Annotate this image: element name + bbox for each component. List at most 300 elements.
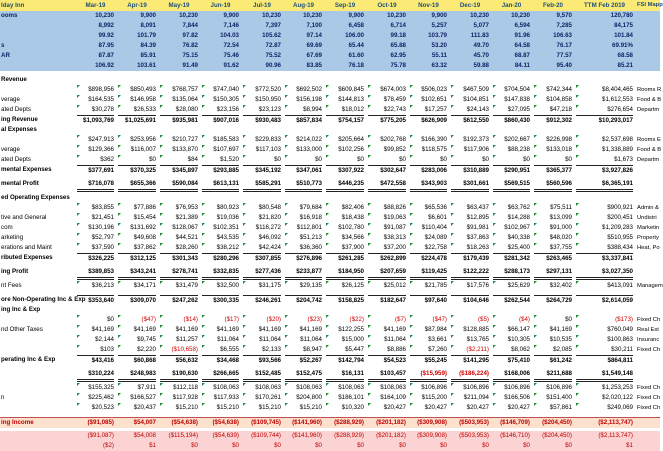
value-cell[interactable]: 103.61 [137, 62, 156, 69]
value-cell[interactable]: $11,064 [217, 336, 239, 343]
value-cell[interactable]: ($309,908) [417, 432, 447, 439]
value-cell[interactable]: $16,131 [326, 369, 364, 382]
value-cell[interactable]: $0 [565, 156, 572, 163]
value-cell[interactable]: 99.92 [98, 32, 114, 39]
value-cell[interactable]: $0 [274, 156, 281, 163]
value-cell[interactable]: 91.62 [223, 62, 239, 69]
value-cell[interactable]: $343,903 [410, 179, 447, 192]
value-cell[interactable]: $864,811 [576, 355, 633, 366]
value-cell[interactable]: $301,661 [451, 179, 489, 192]
value-cell[interactable]: $116,272 [255, 224, 281, 231]
value-cell[interactable]: $91,000 [549, 224, 572, 231]
value-cell[interactable]: $75,511 [550, 204, 572, 211]
value-cell[interactable]: $229,833 [255, 136, 281, 143]
value-cell[interactable]: 9,900 [223, 12, 239, 19]
value-cell[interactable]: 10,230 [470, 12, 489, 19]
row-label[interactable]: ed Operating Expenses [1, 194, 70, 201]
fsi-mapping-label[interactable]: Fixed Ch [637, 395, 661, 401]
value-cell[interactable]: $0 [315, 442, 322, 449]
value-cell[interactable]: $51,213 [299, 234, 322, 241]
value-cell[interactable]: $15,210 [299, 404, 322, 411]
value-cell[interactable]: $17,257 [424, 106, 447, 113]
value-cell[interactable]: $249,069 [607, 404, 633, 411]
fsi-mapping-label[interactable]: Departm [637, 157, 660, 163]
value-cell[interactable]: $262,544 [493, 295, 530, 306]
value-cell[interactable]: $312,125 [118, 253, 156, 264]
value-cell[interactable]: $0 [482, 156, 489, 163]
value-cell[interactable]: $11,257 [176, 336, 198, 343]
value-cell[interactable]: ($146,709) [500, 419, 530, 426]
column-header[interactable]: Mar-19 [85, 2, 106, 9]
value-cell[interactable]: $128,067 [172, 224, 198, 231]
value-cell[interactable]: $108,063 [338, 384, 364, 391]
value-cell[interactable]: $204,800 [296, 394, 322, 401]
value-cell[interactable]: $10,320 [341, 404, 364, 411]
row-label[interactable] [0, 383, 78, 393]
value-cell[interactable]: $131,692 [130, 224, 156, 231]
value-cell[interactable]: $97,640 [410, 295, 447, 306]
value-cell[interactable]: 91.49 [182, 62, 198, 69]
value-cell[interactable]: ($204,450) [542, 432, 572, 439]
value-cell[interactable]: 6,714 [390, 22, 406, 29]
value-cell[interactable]: $142,794 [326, 355, 364, 366]
value-cell[interactable]: $47,218 [549, 106, 572, 113]
value-cell[interactable]: ($141,960) [292, 432, 322, 439]
value-cell[interactable]: $15,454 [133, 214, 156, 221]
value-cell[interactable]: $84 [187, 156, 198, 163]
value-cell[interactable]: $472,558 [368, 179, 406, 192]
value-cell[interactable]: 103.79 [428, 32, 447, 39]
value-cell[interactable]: $370,325 [118, 165, 156, 176]
value-cell[interactable]: $56,632 [160, 355, 198, 366]
value-cell[interactable]: $290,951 [493, 165, 530, 176]
value-cell[interactable]: $716,078 [77, 179, 114, 192]
value-cell[interactable]: ($20) [266, 316, 281, 323]
value-cell[interactable]: $307,855 [243, 253, 281, 264]
value-cell[interactable]: 87.87 [98, 52, 114, 59]
value-cell[interactable]: $18,438 [341, 214, 364, 221]
value-cell[interactable]: $10,305 [507, 336, 530, 343]
value-cell[interactable]: $1,093,769 [77, 115, 114, 126]
value-cell[interactable]: $100,863 [607, 336, 633, 343]
value-cell[interactable]: $2,144 [95, 336, 114, 343]
value-cell[interactable]: $278,741 [160, 267, 198, 280]
value-cell[interactable]: $261,285 [326, 253, 364, 264]
row-label[interactable]: ing Profit [1, 268, 29, 275]
value-cell[interactable]: $91,087 [383, 224, 406, 231]
value-cell[interactable]: $2,614,059 [576, 295, 633, 306]
value-cell[interactable]: ($22) [349, 316, 364, 323]
value-cell[interactable]: 106.00 [345, 32, 364, 39]
row-label[interactable] [0, 403, 78, 413]
value-cell[interactable]: $17,576 [466, 282, 489, 289]
value-cell[interactable]: $1 [149, 442, 156, 449]
value-cell[interactable]: $569,515 [493, 179, 530, 192]
fsi-mapping-label[interactable]: Undistri [637, 215, 657, 221]
value-cell[interactable]: 85.21 [617, 62, 633, 69]
value-cell[interactable]: $768,757 [172, 86, 198, 93]
value-cell[interactable]: $326,225 [77, 253, 114, 264]
value-cell[interactable]: $2,020,122 [602, 394, 633, 401]
value-cell[interactable]: $247,262 [160, 295, 198, 306]
value-cell[interactable]: $0 [565, 442, 572, 449]
fsi-mapping-label[interactable]: Departm [637, 107, 660, 113]
value-cell[interactable]: $860,430 [493, 115, 530, 126]
row-label[interactable] [0, 21, 78, 31]
value-cell[interactable]: $280,296 [202, 253, 239, 264]
value-cell[interactable]: 76.82 [182, 42, 198, 49]
value-cell[interactable]: 76.17 [556, 42, 572, 49]
row-label[interactable]: erations and Maint [1, 244, 52, 251]
value-cell[interactable]: $2,133 [262, 346, 281, 353]
value-cell[interactable]: $185,583 [213, 136, 239, 143]
value-cell[interactable]: $246,261 [243, 295, 281, 306]
column-header[interactable]: May-19 [168, 2, 190, 9]
value-cell[interactable]: 87.95 [98, 42, 114, 49]
value-cell[interactable]: $202,768 [380, 136, 406, 143]
value-cell[interactable]: $117,103 [255, 146, 281, 153]
value-cell[interactable]: $283,006 [410, 165, 447, 176]
value-cell[interactable]: $31,175 [258, 282, 281, 289]
value-cell[interactable]: ($204,450) [542, 419, 572, 426]
value-cell[interactable]: $202,667 [504, 136, 530, 143]
value-cell[interactable]: $57,861 [549, 404, 572, 411]
value-cell[interactable]: 72.87 [265, 42, 281, 49]
value-cell[interactable]: 106.92 [95, 62, 114, 69]
value-cell[interactable]: $26,533 [133, 106, 156, 113]
value-cell[interactable]: 69.69 [306, 42, 322, 49]
row-label[interactable]: s [1, 42, 5, 49]
value-cell[interactable]: $389,853 [77, 267, 114, 280]
value-cell[interactable]: 75.78 [390, 62, 406, 69]
value-cell[interactable]: ($2) [102, 442, 114, 449]
value-cell[interactable]: ($4) [518, 316, 530, 323]
value-cell[interactable]: $1,338,889 [602, 146, 633, 153]
value-cell[interactable]: $310,224 [77, 369, 114, 382]
value-cell[interactable]: $46,092 [258, 234, 281, 241]
value-cell[interactable]: 5,077 [473, 22, 489, 29]
value-cell[interactable]: $49,608 [133, 234, 156, 241]
value-cell[interactable]: 105.62 [262, 32, 281, 39]
value-cell[interactable]: $184,950 [326, 267, 364, 280]
value-cell[interactable]: $293,885 [202, 165, 239, 176]
column-header[interactable]: Jan-20 [501, 2, 522, 9]
value-cell[interactable]: ($10,658) [171, 346, 198, 353]
value-cell[interactable]: 67.69 [306, 52, 322, 59]
value-cell[interactable]: $15,210 [258, 404, 281, 411]
value-cell[interactable]: $253,956 [130, 136, 156, 143]
value-cell[interactable]: $48,020 [549, 234, 572, 241]
value-cell[interactable]: $11,064 [300, 336, 322, 343]
value-cell[interactable]: $21,785 [424, 282, 447, 289]
value-cell[interactable]: $91,981 [466, 224, 489, 231]
value-cell[interactable]: $102,256 [338, 146, 364, 153]
value-cell[interactable]: $66,147 [507, 326, 530, 333]
value-cell[interactable]: $30,278 [91, 106, 114, 113]
value-cell[interactable]: 7,844 [182, 22, 198, 29]
value-cell[interactable]: $5,447 [345, 346, 364, 353]
row-label[interactable] [0, 441, 78, 451]
value-cell[interactable]: $224,478 [410, 253, 447, 264]
value-cell[interactable]: ($173) [615, 316, 633, 323]
value-cell[interactable]: $2,220 [137, 346, 156, 353]
row-label[interactable]: ated Depts [1, 156, 31, 163]
value-cell[interactable]: 68.58 [617, 52, 633, 59]
value-cell[interactable]: ($2,113,747) [598, 432, 633, 439]
value-cell[interactable]: ($15,959) [410, 369, 447, 382]
value-cell[interactable]: $52,267 [285, 355, 322, 366]
value-cell[interactable]: $19,036 [216, 214, 239, 221]
value-cell[interactable]: $388,434 [607, 244, 633, 251]
value-cell[interactable]: $110,404 [421, 224, 447, 231]
value-cell[interactable]: 10,230 [262, 12, 281, 19]
value-cell[interactable]: $63,762 [507, 204, 530, 211]
value-cell[interactable]: $277,436 [243, 267, 281, 280]
value-cell[interactable]: ($109,744) [251, 432, 281, 439]
value-cell[interactable]: $63,437 [466, 204, 489, 211]
value-cell[interactable]: $37,200 [383, 244, 406, 251]
value-cell[interactable]: $43,416 [77, 355, 114, 366]
value-cell[interactable]: $80,923 [216, 204, 239, 211]
value-cell[interactable]: $99,852 [383, 146, 406, 153]
value-cell[interactable]: $117,933 [213, 394, 239, 401]
value-cell[interactable]: 59.88 [473, 62, 489, 69]
value-cell[interactable]: 10,230 [179, 12, 198, 19]
row-label[interactable] [0, 203, 78, 213]
row-label[interactable]: arketing [1, 234, 24, 241]
column-header[interactable]: TTM Feb 2019 [584, 2, 625, 9]
value-cell[interactable]: $179,439 [451, 253, 489, 264]
value-cell[interactable]: $192,373 [463, 136, 489, 143]
value-cell[interactable]: $276,896 [285, 253, 322, 264]
value-cell[interactable]: $0 [191, 442, 198, 449]
value-cell[interactable]: $3,927,826 [576, 165, 633, 176]
value-cell[interactable]: ($54,638) [212, 419, 239, 426]
value-cell[interactable]: $151,400 [546, 394, 572, 401]
value-cell[interactable]: 7,146 [223, 22, 239, 29]
value-cell[interactable]: $912,302 [534, 115, 572, 126]
value-cell[interactable]: $146,958 [130, 96, 156, 103]
value-cell[interactable]: $37,590 [91, 244, 114, 251]
value-cell[interactable]: $1,612,553 [602, 96, 633, 103]
value-cell[interactable]: $15,210 [175, 404, 198, 411]
value-cell[interactable]: $128,885 [463, 326, 489, 333]
value-cell[interactable]: $347,061 [285, 165, 322, 176]
value-cell[interactable]: $76,953 [175, 204, 198, 211]
value-cell[interactable]: $14,288 [507, 214, 530, 221]
value-cell[interactable]: $54,007 [133, 419, 156, 426]
value-cell[interactable]: $754,157 [326, 115, 364, 126]
value-cell[interactable]: $41,169 [133, 326, 156, 333]
value-cell[interactable]: $186,101 [338, 394, 364, 401]
value-cell[interactable]: $8,947 [303, 346, 322, 353]
value-cell[interactable]: $108,063 [380, 384, 406, 391]
value-cell[interactable]: $20,523 [91, 404, 114, 411]
value-cell[interactable]: $309,070 [118, 295, 156, 306]
value-cell[interactable]: ($2,113,747) [598, 419, 633, 426]
value-cell[interactable]: $79,684 [299, 204, 322, 211]
value-cell[interactable]: $42,424 [258, 244, 281, 251]
row-label[interactable]: verage [1, 146, 20, 153]
value-cell[interactable]: $106,896 [546, 384, 572, 391]
value-cell[interactable]: 111.83 [470, 32, 489, 39]
value-cell[interactable]: $107,697 [213, 146, 239, 153]
row-label[interactable]: ributed Expenses [1, 254, 53, 261]
value-cell[interactable]: ($54,639) [212, 432, 239, 439]
value-cell[interactable]: $135,064 [172, 96, 198, 103]
value-cell[interactable]: $166,527 [130, 394, 156, 401]
row-label[interactable]: n [1, 394, 5, 401]
value-cell[interactable]: $10,293,017 [576, 115, 633, 126]
row-label[interactable]: al Expenses [1, 126, 37, 133]
value-cell[interactable]: ($5) [477, 316, 489, 323]
value-cell[interactable]: $80,548 [258, 204, 281, 211]
value-cell[interactable]: 99.18 [390, 32, 406, 39]
value-cell[interactable]: $467,509 [463, 86, 489, 93]
value-cell[interactable]: $152,485 [243, 369, 281, 382]
value-cell[interactable]: 104.03 [220, 32, 239, 39]
row-label[interactable] [0, 85, 78, 95]
value-cell[interactable]: $21,451 [91, 214, 114, 221]
value-cell[interactable]: $935,981 [160, 115, 198, 126]
value-cell[interactable]: $15,210 [216, 404, 239, 411]
value-cell[interactable]: $307,922 [326, 165, 364, 176]
value-cell[interactable]: ($54,638) [171, 419, 198, 426]
value-cell[interactable]: $40,338 [507, 234, 530, 241]
value-cell[interactable]: ($141,960) [292, 419, 322, 426]
value-cell[interactable]: $332,835 [202, 267, 239, 280]
value-cell[interactable]: $36,360 [299, 244, 322, 251]
value-cell[interactable]: $760,049 [607, 326, 633, 333]
value-cell[interactable]: $204,742 [285, 295, 322, 306]
value-cell[interactable]: $112,801 [296, 224, 322, 231]
value-cell[interactable]: $704,504 [504, 86, 530, 93]
fsi-mapping-label[interactable]: Managem [637, 283, 663, 289]
value-cell[interactable]: $7,260 [428, 346, 447, 353]
value-cell[interactable]: $353,640 [77, 295, 114, 306]
value-cell[interactable]: $82,406 [341, 204, 364, 211]
fsi-mapping-label[interactable]: Marketin [637, 225, 660, 231]
value-cell[interactable]: 77.57 [556, 52, 572, 59]
row-label[interactable] [0, 431, 78, 441]
row-label[interactable]: nd Other Taxes [1, 326, 43, 333]
value-cell[interactable]: $104,646 [451, 295, 489, 306]
value-cell[interactable]: $0 [523, 156, 530, 163]
value-cell[interactable]: 10,230 [511, 12, 530, 19]
row-label[interactable] [0, 345, 78, 355]
value-cell[interactable]: $301,343 [160, 253, 198, 264]
value-cell[interactable]: $93,566 [243, 355, 281, 366]
value-cell[interactable]: $166,506 [504, 394, 530, 401]
value-cell[interactable]: $345,897 [160, 165, 198, 176]
value-cell[interactable]: $0 [357, 156, 364, 163]
value-cell[interactable]: $10,535 [549, 336, 572, 343]
value-cell[interactable]: $147,838 [504, 96, 530, 103]
row-label[interactable]: mental Profit [1, 180, 39, 187]
value-cell[interactable]: $122,222 [451, 267, 489, 280]
value-cell[interactable]: ($17) [224, 316, 239, 323]
value-cell[interactable]: $18,263 [466, 244, 489, 251]
value-cell[interactable]: $302,647 [368, 165, 406, 176]
value-cell[interactable]: $87,984 [424, 326, 447, 333]
value-cell[interactable]: $1,549,148 [576, 369, 633, 382]
value-cell[interactable]: 10,230 [95, 12, 114, 19]
value-cell[interactable]: $0 [232, 442, 239, 449]
value-cell[interactable]: $102,780 [338, 224, 364, 231]
value-cell[interactable]: ($309,908) [417, 419, 447, 426]
value-cell[interactable]: ($146,710) [500, 432, 530, 439]
value-cell[interactable]: $2,085 [553, 346, 572, 353]
value-cell[interactable]: $23,123 [258, 106, 281, 113]
value-cell[interactable]: $7,911 [137, 384, 156, 391]
value-cell[interactable]: 62.95 [390, 52, 406, 59]
value-cell[interactable]: $742,344 [546, 86, 572, 93]
fsi-mapping-label[interactable]: Admin & [637, 205, 659, 211]
row-label[interactable]: Revenue [1, 76, 27, 83]
value-cell[interactable]: 69.91% [612, 42, 633, 49]
column-header[interactable]: Jun-19 [210, 2, 231, 9]
fsi-mapping-label[interactable]: Property [637, 235, 659, 241]
value-cell[interactable]: 64.58 [514, 42, 530, 49]
value-cell[interactable]: $117,928 [172, 394, 198, 401]
value-cell[interactable]: ($186,224) [451, 369, 489, 382]
header-first-cell[interactable]: lday Inn [1, 2, 25, 9]
row-label[interactable] [0, 315, 78, 325]
value-cell[interactable]: $200,451 [607, 214, 633, 221]
fsi-mapping-label[interactable]: Fixed Ch [637, 405, 661, 411]
value-cell[interactable]: $22,743 [383, 106, 406, 113]
fsi-mapping-label[interactable]: Fixed Ch [637, 347, 661, 353]
value-cell[interactable]: $41,169 [175, 326, 198, 333]
value-cell[interactable]: $15,000 [341, 336, 364, 343]
value-cell[interactable]: $20,437 [133, 404, 156, 411]
value-cell[interactable]: $118,575 [421, 146, 447, 153]
value-cell[interactable]: $75,410 [493, 355, 530, 366]
row-label[interactable]: perating Inc & Exp [1, 356, 56, 363]
column-header[interactable]: Feb-20 [543, 2, 563, 9]
value-cell[interactable]: $6,555 [220, 346, 239, 353]
value-cell[interactable]: $264,729 [534, 295, 572, 306]
value-cell[interactable]: $28,260 [175, 244, 198, 251]
value-cell[interactable]: 10,230 [387, 12, 406, 19]
value-cell[interactable]: $26,125 [341, 282, 364, 289]
value-cell[interactable]: 76.18 [348, 62, 364, 69]
value-cell[interactable]: $0 [399, 156, 406, 163]
value-cell[interactable]: $170,261 [255, 394, 281, 401]
value-cell[interactable]: $560,596 [534, 179, 572, 192]
value-cell[interactable]: $158,825 [326, 295, 364, 306]
column-header[interactable]: Oct-19 [377, 2, 397, 9]
value-cell[interactable]: $106,896 [504, 384, 530, 391]
value-cell[interactable]: $1,673 [614, 156, 633, 163]
value-cell[interactable]: $612,550 [451, 115, 489, 126]
row-label[interactable]: ing Income [1, 419, 34, 426]
row-label[interactable]: ore Non-Operating Inc & Exp [1, 296, 86, 303]
value-cell[interactable]: $12,895 [466, 214, 489, 221]
value-cell[interactable]: $20,427 [507, 404, 530, 411]
value-cell[interactable]: $166,390 [421, 136, 447, 143]
value-cell[interactable]: $8,886 [387, 346, 406, 353]
value-cell[interactable]: $8,062 [511, 346, 530, 353]
row-label[interactable] [0, 369, 78, 379]
value-cell[interactable]: $0 [149, 156, 156, 163]
fsi-mapping-label[interactable]: Fixed Ch [637, 385, 661, 391]
value-cell[interactable]: $300,335 [202, 295, 239, 306]
value-cell[interactable]: $3,027,350 [576, 267, 633, 280]
value-cell[interactable]: $262,899 [368, 253, 406, 264]
value-cell[interactable]: $24,089 [424, 234, 447, 241]
value-cell[interactable]: ($23) [307, 316, 322, 323]
